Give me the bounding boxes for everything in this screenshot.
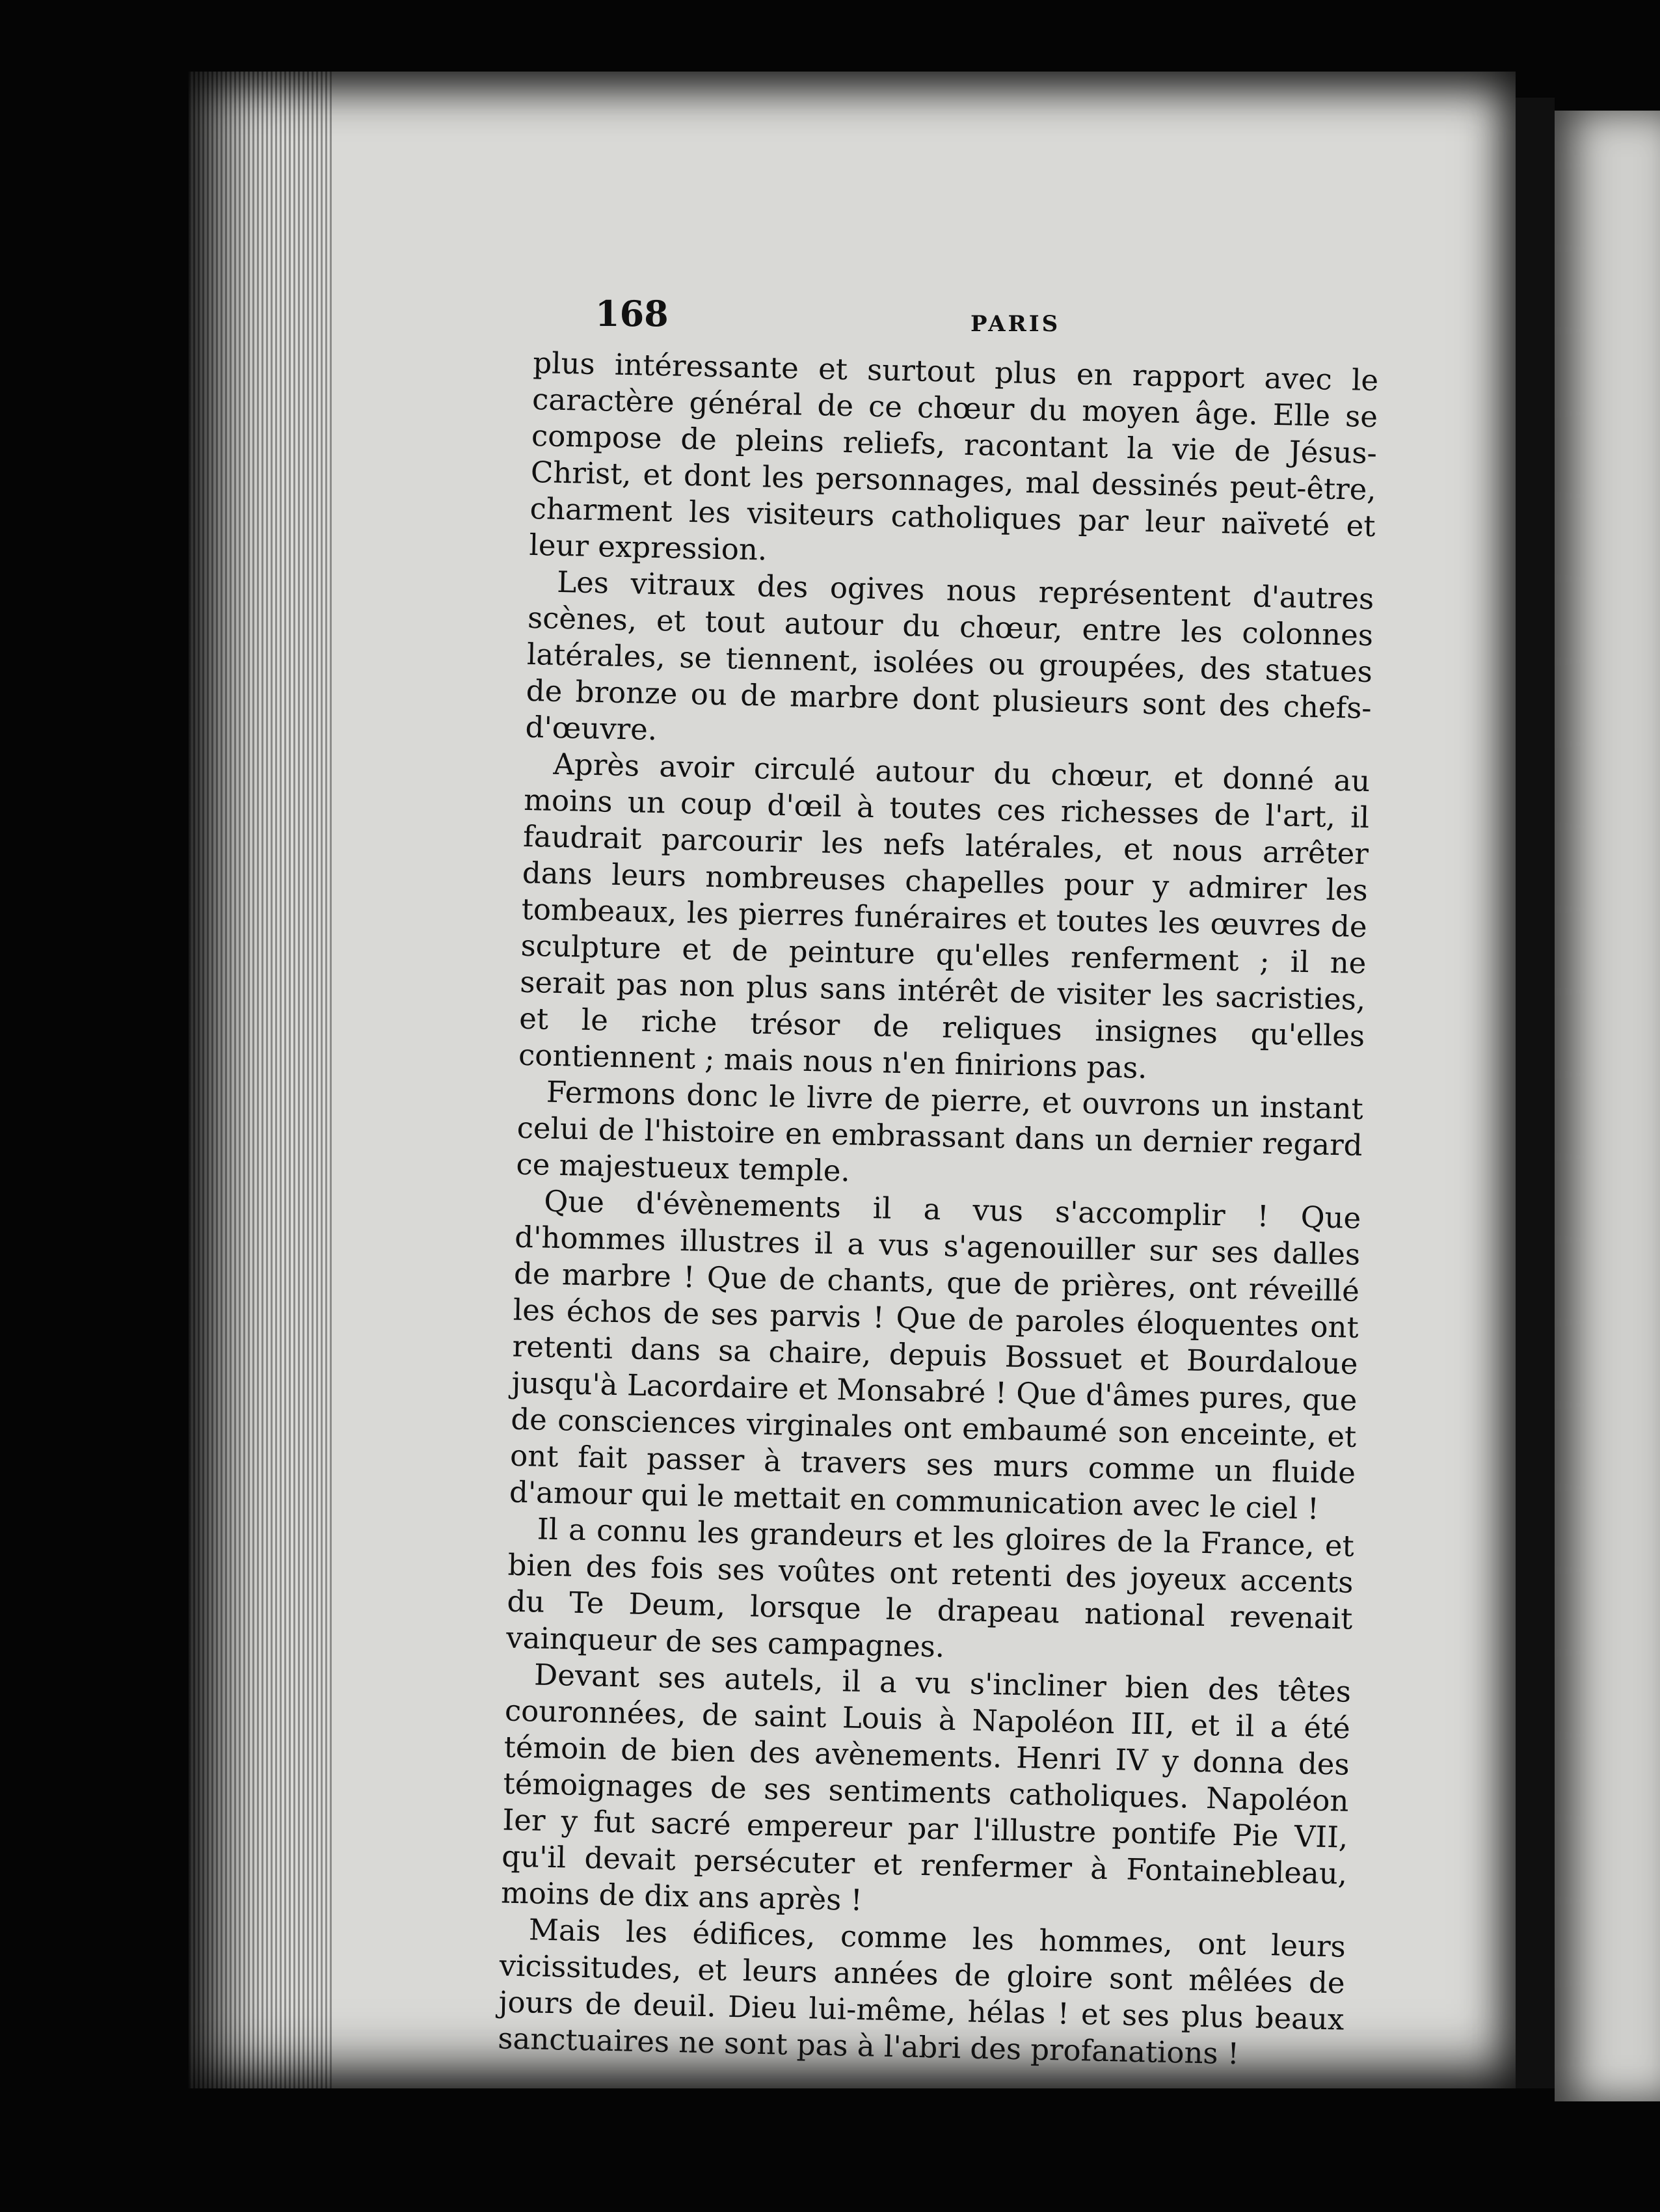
paragraph: Devant ses autels, il a vu s'incliner bien des têtes couronnées, de saint Louis à Napoléon III, et il a été témoin de bien des avènements. Henri IV y donna des témoignages de ses sentiments catholiques. Napoléon Ier y fut sacré empereur par l'illustre pontife Pie VII, qu'il devait persécuter et renfermer à Fontainebleau, moins de dix ans après ! — [500, 1657, 1352, 1918]
paragraph: Que d'évènements il a vus s'accomplir ! Que d'hommes illustres il a vus s'agenouiller sur ses dalles de marbre ! Que de chants, que de prières, ont réveillé les échos de ses parvis ! Que de paroles éloquentes ont retenti dans sa chaire, depuis Bossuet et Bourdaloue jusqu'à Lacordaire et Monsabré ! Que d'âmes pures, que de consciences virginales ont embaumé son enceinte, et ont fait passer à travers ses murs comme un fluide d'amour qui le mettait en communication avec le ciel ! — [509, 1183, 1361, 1526]
paragraph: Mais les édifices, comme les hommes, ont leurs vicissitudes, et leurs années de gloire sont mêlées de jours de deuil. Dieu lui-même, hélas ! et ses plus beaux sanctuaires ne sont pas à l'abri des profanations ! — [497, 1912, 1346, 2071]
page-edge-stack — [189, 72, 332, 2088]
paragraph: Après avoir circulé autour du chœur, et donné au moins un coup d'œil à toutes ces richesses de l'art, il faudrait parcourir les nefs latérales, et nous arrêter dans leurs nombreuses chapelles pour y admirer les tombeaux, les pierres funéraires et toutes les œuvres de sculpture et de peinture qu'elles renferment ; il ne serait pas non plus sans intérêt de visiter les sacristies, et le riche trésor de reliques insignes qu'elles contiennent ; mais nous n'en finirions pas. — [518, 746, 1371, 1085]
body-text — [498, 345, 1379, 2075]
book-gutter — [1516, 98, 1555, 2088]
paragraph: Il a connu les grandeurs et les gloires de la France, et bien des fois ses voûtes ont retenti des joyeux accents du Te Deum, lorsque le drapeau national revenait vainqueur de ses campagnes. — [505, 1511, 1355, 1664]
paragraph: plus intéressante et surtout plus en rapport avec le caractère général de ce chœur du moyen âge. Elle se compose de pleins reliefs, racontant la vie de Jésus-Christ, et dont les personnages, mal dessinés peut-être, charment les visiteurs catholiques par leur naïveté et leur expression. — [529, 345, 1379, 567]
paragraph: Fermons donc le livre de pierre, et ouvrons un instant celui de l'histoire en embrassant dans un dernier regard ce majestueux temple. — [516, 1074, 1364, 1189]
paragraph: Les vitraux des ogives nous représentent d'autres scènes, et tout autour du chœur, entre les colonnes latérales, se tiennent, isolées ou groupées, des statues de bronze ou de marbre dont plusieurs sont des chefs-d'œuvre. — [525, 564, 1374, 748]
running-head — [595, 293, 1376, 351]
running-title: PARIS — [971, 311, 1061, 337]
facing-page-edge — [1555, 111, 1660, 2101]
page-number: 168 — [595, 293, 669, 334]
